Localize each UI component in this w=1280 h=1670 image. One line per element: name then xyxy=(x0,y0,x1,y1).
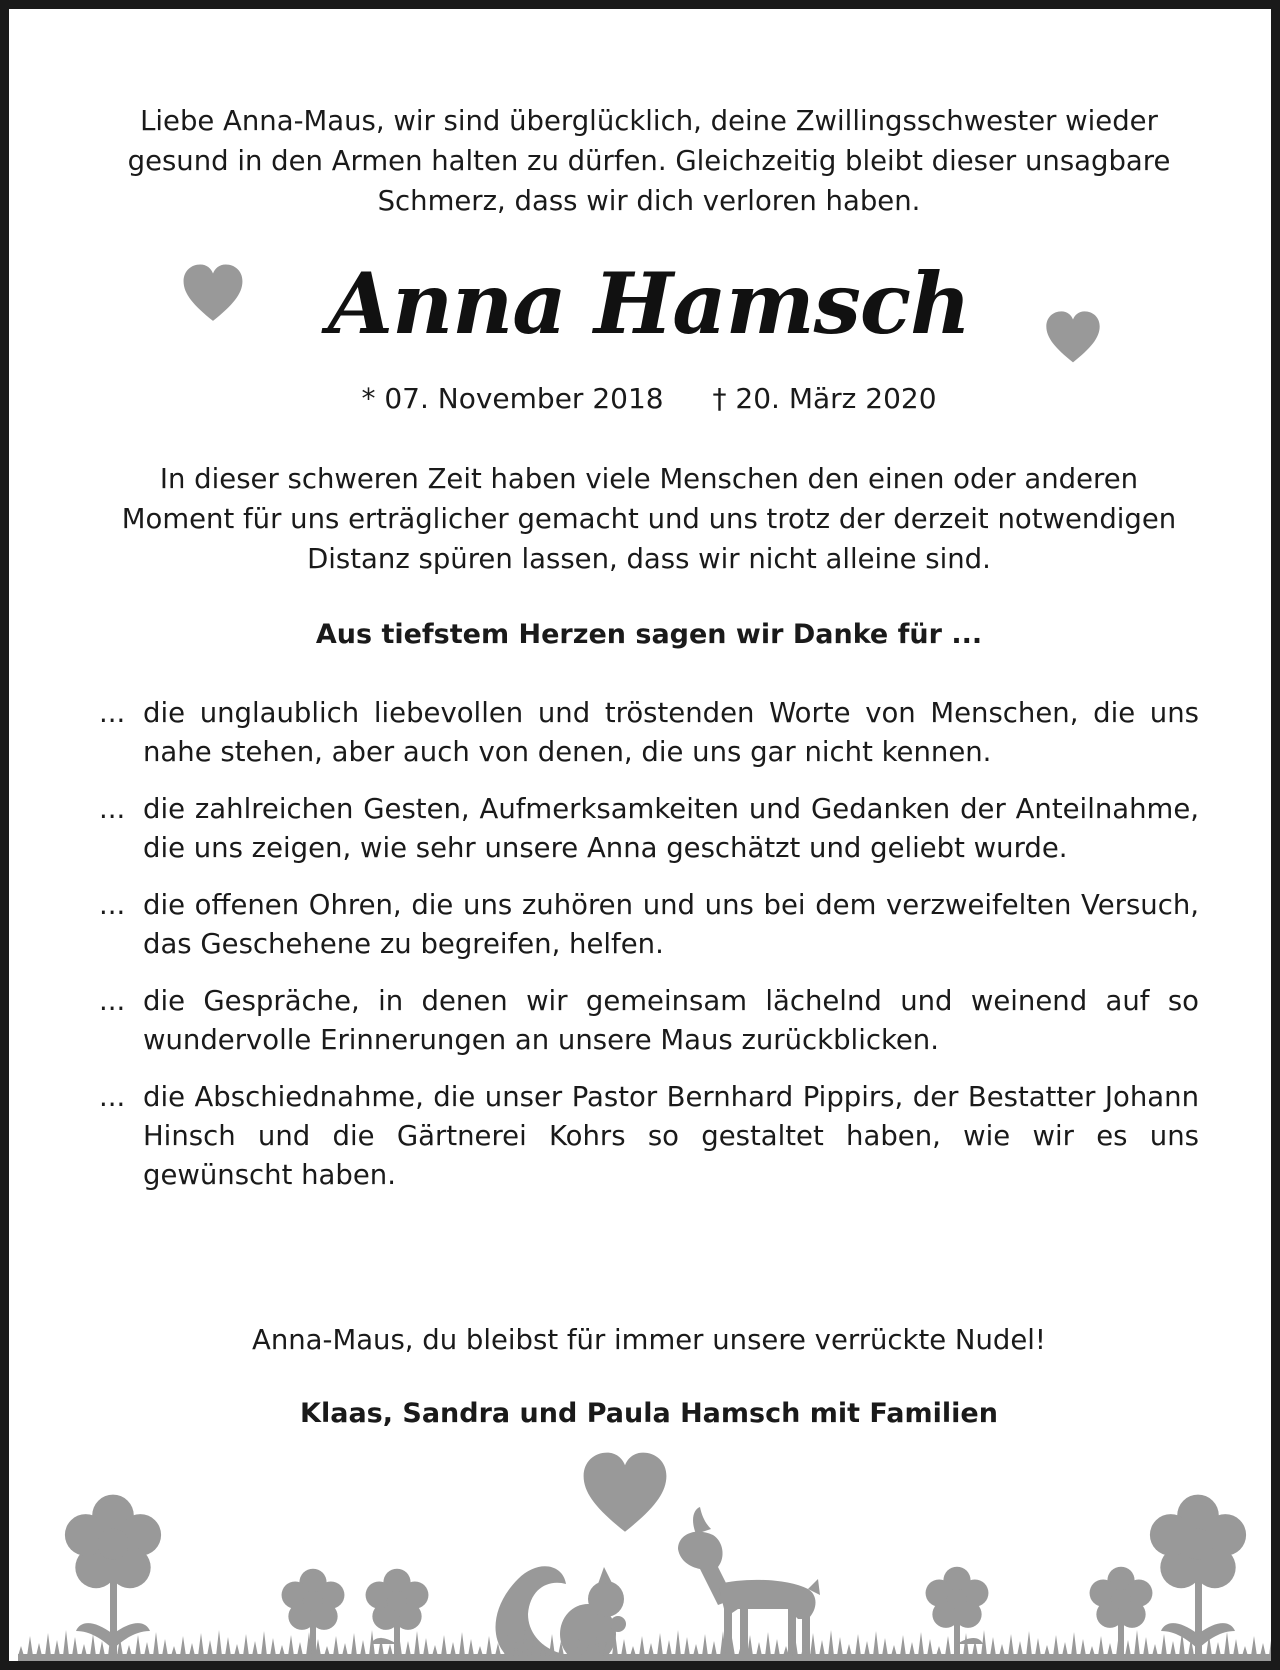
list-item xyxy=(99,982,1199,1060)
list-item-text: die zahlreichen Gesten, Aufmerksamkeiten und Gedanken der Anteilnahme, die uns zeigen, wie sehr unsere Anna geschätzt und geliebt wurde. xyxy=(143,793,1199,864)
list-item xyxy=(99,790,1199,868)
intro-text: Liebe Anna-Maus, wir sind überglücklich, deine Zwillingsschwester wieder gesund in den Armen halten zu dürfen. Gleichzeitig bleibt dieser unsagbare Schmerz, dass wir dich verloren haben. xyxy=(127,105,1171,217)
grass-icon xyxy=(18,1630,1280,1670)
fawn-icon xyxy=(678,1507,820,1664)
list-marker: ... xyxy=(99,889,126,921)
list-item-text: die Abschiednahme, die unser Pastor Bernhard Pippirs, der Bestatter Johann Hinsch und die Gärtnerei Kohrs so gestaltet haben, wie wir es uns gewünscht haben. xyxy=(143,1081,1199,1191)
list-marker: ... xyxy=(99,697,126,729)
signature: Klaas, Sandra und Paula Hamsch mit Familien xyxy=(300,1398,998,1429)
list-item-text: die Gespräche, in denen wir gemeinsam lächelnd und weinend auf so wundervolle Erinnerungen an unsere Maus zurückblicken. xyxy=(143,985,1199,1056)
thanks-heading: Aus tiefstem Herzen sagen wir Danke für ... xyxy=(315,619,983,650)
list-item-text: die unglaublich liebevollen und tröstenden Worte von Menschen, die uns nahe stehen, aber auch von denen, die uns gar nicht kennen. xyxy=(143,697,1199,768)
flower-icon xyxy=(65,1495,161,1664)
list-item xyxy=(99,1078,1199,1195)
heart-icon xyxy=(584,1453,667,1532)
list-item xyxy=(99,694,1199,772)
support-paragraph: In dieser schweren Zeit haben viele Menschen den einen oder anderen Moment für uns erträglicher gemacht und uns trotz der derzeit notwendigen Distanz spüren lassen, dass wir nicht alleine sind. xyxy=(121,463,1177,575)
list-marker: ... xyxy=(99,793,126,825)
list-marker: ... xyxy=(99,1081,126,1113)
list-marker: ... xyxy=(99,985,126,1017)
closing-line: Anna-Maus, du bleibst für immer unsere verrückte Nudel! xyxy=(252,1324,1046,1356)
birth-date: * 07. November 2018 xyxy=(361,382,664,415)
list-item-text: die offenen Ohren, die uns zuhören und uns bei dem verzweifelten Versuch, das Geschehene zu begreifen, helfen. xyxy=(143,889,1199,960)
thanks-list xyxy=(99,694,1199,1213)
death-date: † 20. März 2020 xyxy=(712,382,937,415)
deceased-name: Anna Hamsch xyxy=(327,254,971,353)
meadow-scene xyxy=(18,1449,1280,1670)
list-item xyxy=(99,886,1199,964)
life-dates xyxy=(9,379,1280,419)
